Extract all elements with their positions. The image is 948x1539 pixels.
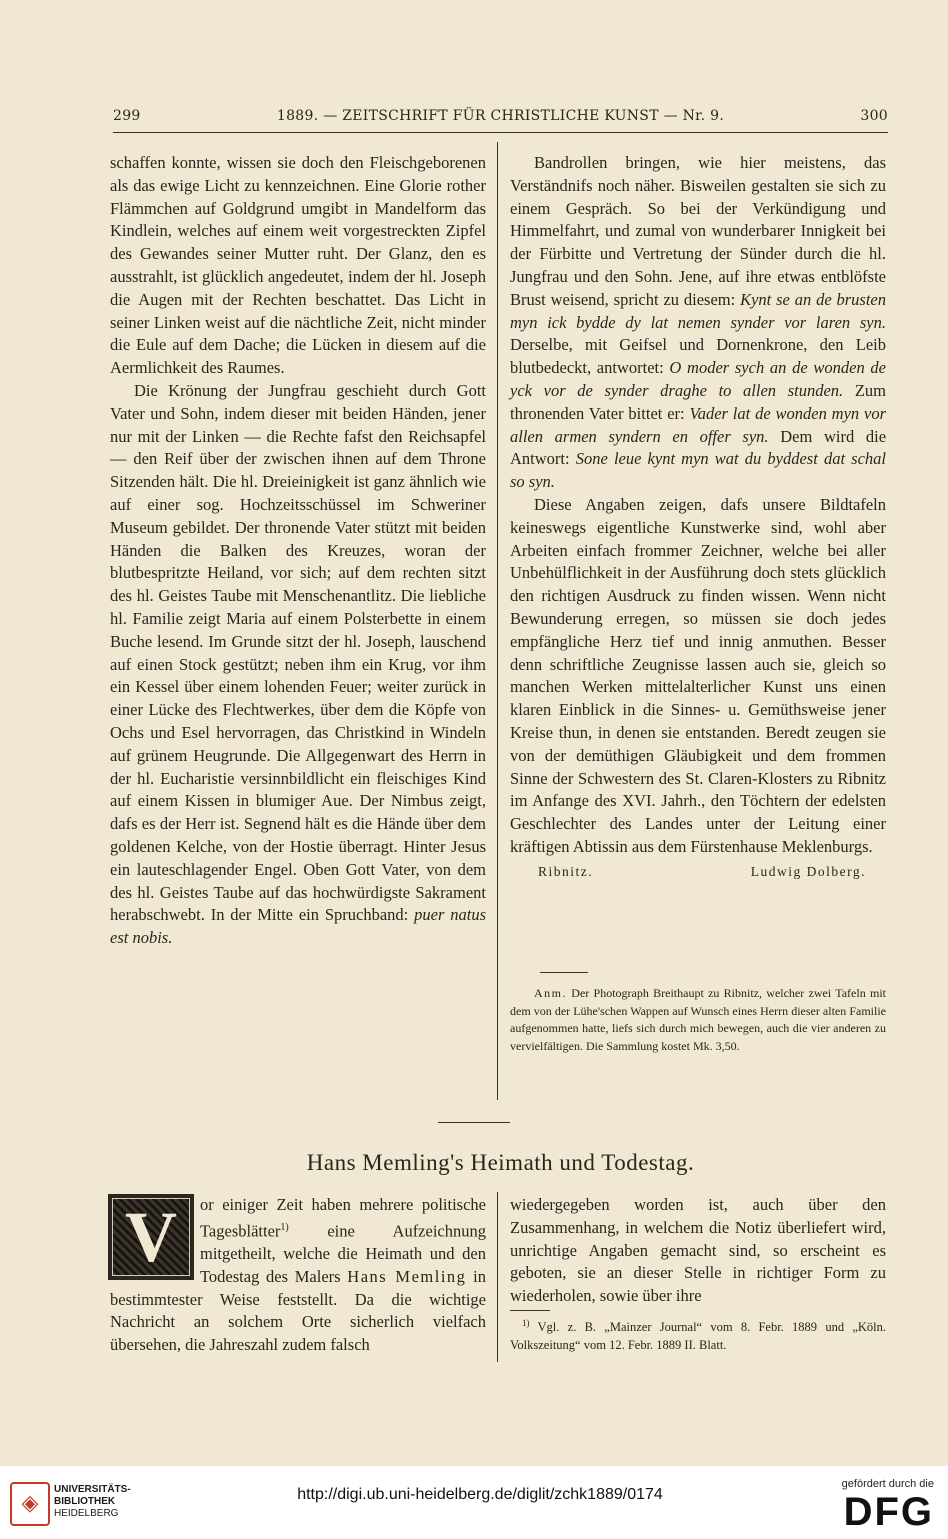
quote: Vader lat de wonden myn vor allen armen syndern en offer syn. bbox=[510, 403, 887, 446]
column-divider-top bbox=[497, 142, 498, 1100]
latin-quote: puer natus est nobis. bbox=[110, 905, 487, 948]
signature-line bbox=[510, 861, 886, 884]
paragraph: wiedergegeben worden ist, auch über den Zusammenhang, in welchem die Notiz überliefert wird, unrichtige Angaben gemacht sind, so erscheint es geboten, sie an dieser Stelle in richtiger Form zu wiederholen, sowie über ihre bbox=[510, 1195, 886, 1306]
institution-name bbox=[54, 1484, 131, 1520]
header-rule bbox=[113, 132, 888, 133]
permalink-url[interactable]: http://digi.ub.uni-heidelberg.de/diglit/zchk1889/0174 bbox=[297, 1486, 663, 1503]
quote: Sone leue kynt myn wat du byddest dat schal so syn. bbox=[510, 449, 886, 492]
right-column bbox=[510, 152, 886, 884]
university-seal-icon: ◈ bbox=[10, 1482, 50, 1526]
signature-author: Ludwig Dolberg. bbox=[750, 863, 866, 879]
painter-name: Hans Memling bbox=[347, 1266, 467, 1286]
footnote-mark: 1) bbox=[522, 1318, 530, 1328]
footer-bar bbox=[0, 1466, 948, 1539]
paragraph-text: Zum thronenden Vater bittet er: bbox=[510, 380, 887, 423]
quote: O moder sych an de wonden de yck vor de synder draghe to allen stunden. bbox=[510, 358, 886, 400]
funded-by-label: gefördert durch die bbox=[841, 1478, 934, 1490]
signature-place: Ribnitz. bbox=[538, 863, 594, 879]
author-note bbox=[510, 985, 886, 1055]
article-right-column bbox=[510, 1194, 886, 1308]
dropcap-letter: V bbox=[125, 1197, 177, 1277]
column-divider-bottom bbox=[497, 1192, 498, 1362]
paragraph-text: Dem wird die Antwort: bbox=[510, 426, 887, 469]
paragraph bbox=[110, 380, 486, 950]
institution-line: HEIDELBERG bbox=[54, 1508, 119, 1519]
paragraph-text: Derselbe, mit Geifsel und Dornenkrone, den Leib blutbedeckt, antwortet: bbox=[510, 335, 886, 378]
running-header bbox=[113, 108, 888, 130]
dropcap-initial bbox=[108, 1194, 194, 1280]
footnote bbox=[510, 1315, 886, 1354]
left-column bbox=[110, 152, 486, 950]
quote: Kynt se an de brusten myn ick bydde dy lat nemen synder vor laren syn. bbox=[510, 289, 887, 332]
paragraph-text: Bandrollen bringen, wie hier meistens, das Verständnifs noch näher. Bisweilen gestalten sie sich zu einem Gespräch. So bei der Verkündigung und Himmelfahrt, und zumal von wunderbarer Innigkeit bei der Fürbitte und Vertretung der Sünder durch die hl. Jungfrau und den Sohn. Jene, auf ihre etwas entblöfste Brust weisend, spricht zu diesem: bbox=[510, 153, 886, 309]
paragraph-text: in bestimmtester Weise feststellt. Da die wichtige Nachricht an solchem Orte sicherlich vielfach übersehen, die Jahreszahl zudem falsch bbox=[110, 1266, 486, 1355]
institution-line: BIBLIOTHEK bbox=[54, 1496, 116, 1507]
footnote-ref: 1) bbox=[280, 1221, 289, 1233]
institution-line: UNIVERSITÄTS- bbox=[54, 1484, 131, 1495]
footnote-text: Vgl. z. B. „Mainzer Journal“ vom 8. Febr. 1889 und „Köln. Volkszeitung“ vom 12. Febr. 1889 II. Blatt. bbox=[510, 1320, 886, 1352]
dfg-logo: DFG bbox=[843, 1490, 934, 1534]
paragraph-text: Die Krönung der Jungfrau geschieht durch Gott Vater und Sohn, indem dieser mit beiden Händen, jener nur mit der Linken — die Rechte fafst den Reichsapfel — den Reif über der zwischen ihnen auf dem Throne Sitzenden hält. Die hl. Dreieinigkeit ist ganz ähnlich wie auf einer sog. Hochzeitsschüssel im Schweriner Museum gebildet. Der thronende Vater stützt mit beiden Händen die Balken des Kreuzes, woran der blutbespritzte Heiland, vor sich; auf dem rechten sitzt des hl. Geistes Taube mit Menschenantlitz. Die liebliche hl. Familie zeigt Maria auf einem Polsterbette in einem Buche lesend. Im Grunde sitzt der hl. Joseph, lauschend auf einen Stock gestützt; neben ihm ein Krug, vor ihm ein Kessel über einem lohenden Feuer; weiter zurück in einer Lücke des Flechtwerkes, über dem die Köpfe von Ochs und Esel hervorragen, das Christkind in Windeln auf grünem Heugrunde. Die Allgegenwart des Herrn in der hl. Eucharistie versinnbildlicht ein fleischiges Kind auf einem Kissen in blumiger Aue. Der Nimbus zeigt, dafs es der Herr ist. Segnend hält es die Hände über dem goldenen Kelche, von der Hostie überragt. Hinter Jesus ein lauteschlagender Engel. Oben Gott Vater, von dem des hl. Geistes Taube auf das hochwürdigste Sakrament herabschwebt. In der Mitte ein Spruchband: bbox=[110, 380, 486, 925]
paragraph: schaffen konnte, wissen sie doch den Fleischgeborenen als das ewige Licht zu kennzeichnen. Eine Glorie rother Flämmchen auf Goldgrund umgibt in Mandelform das Kindlein, welches auf einem weit vorgestreckten Zipfel des Gewandes seiner Mutter ruht. Der Glanz, den es ausstrahlt, ist glücklich angedeutet, indem der hl. Joseph die Augen mit der Rechten beschattet. Das Licht in seiner Linken weist auf die nächtliche Zeit, nicht minder die Eule auf dem Dache; die Lücken in diesem auf die Aermlichkeit des Raumes. bbox=[110, 153, 486, 378]
footnote-rule bbox=[510, 1310, 550, 1311]
paragraph bbox=[510, 152, 886, 494]
article-title: Hans Memling's Heimath und Todestag. bbox=[306, 1150, 695, 1175]
paragraph-text: or einiger Zeit haben mehrere politische Tagesblätter bbox=[200, 1195, 486, 1241]
section-rule bbox=[438, 1122, 510, 1123]
page-number-left: 299 bbox=[113, 108, 141, 124]
note-rule bbox=[540, 972, 588, 973]
note-text: Der Photograph Breithaupt zu Ribnitz, welcher zwei Tafeln mit dem von der Lühe'schen Wappen auf Wunsch eines Herrn dieser alten Familie aufgenommen hatte, liefs sich durch mich bewegen, auch die vier anderen zu vervielfältigen. Die Sammlung kostet Mk. 3,50. bbox=[510, 986, 886, 1053]
note-label: Anm. bbox=[534, 986, 567, 1000]
article-left-column bbox=[110, 1194, 486, 1357]
paragraph: Diese Angaben zeigen, dafs unsere Bildtafeln keineswegs eigentliche Kunstwerke sind, wohl aber Arbeiten einfach frommer Zeichner, welche bei aller Unbehülflichkeit in der Ausführung doch stets glücklich den richtigen Ausdruck zu finden wissen. Wenn nicht Bewunderung erregen, so müssen sie doch jedes empfängliche Herz tief und innig anmuthen. Besser denn schriftliche Zeugnisse lassen auch sie, gleich so manchen Werken mittelalterlicher Kunst uns einen klaren Einblick in die Sinnes- u. Gemüthsweise jener Kreise thun, in denen sie entstanden. Beredt zeugen sie von der demüthigen Gläubigkeit und dem frommen Sinne der Schwestern des St. Claren-Klosters zu Ribnitz im Anfange des XVI. Jahrh., den Töchtern der edelsten Geschlechter des Landes unter der Leitung einer kräftigen Abtissin aus dem Fürstenhause Meklenburgs. bbox=[510, 494, 886, 856]
journal-title: 1889. — ZEITSCHRIFT FÜR CHRISTLICHE KUNST — Nr. 9. bbox=[276, 108, 725, 124]
page-number-right: 300 bbox=[860, 108, 888, 124]
paragraph-text: eine Aufzeichnung mitgetheilt, welche die Heimath und den Todestag des Malers bbox=[200, 1221, 486, 1286]
